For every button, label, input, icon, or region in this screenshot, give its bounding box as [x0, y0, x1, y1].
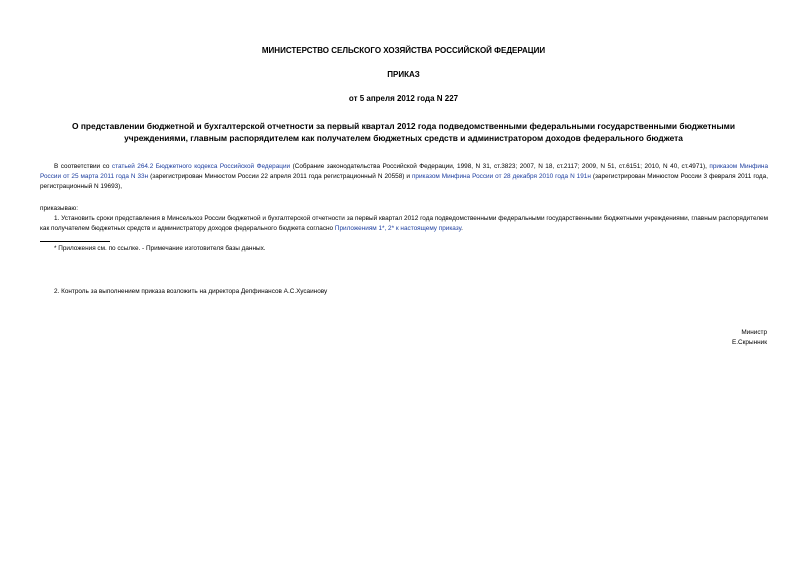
footnote-divider — [40, 241, 110, 242]
minfin-order-33n-link[interactable]: приказом Минфина России от 25 марта 2011 года N 33н — [40, 163, 769, 180]
clause-2-paragraph: 2. Контроль за выполнением приказа возложить на директора Депфинансов А.С.Хусаинову — [54, 288, 328, 295]
document-date: от 5 апреля 2012 года N 227 — [348, 94, 459, 103]
ministry-name: МИНИСТЕРСТВО СЕЛЬСКОГО ХОЗЯЙСТВА РОССИЙСКОЙ ФЕДЕРАЦИИ — [261, 46, 546, 55]
signature-name: Е.Скрынник — [731, 339, 767, 346]
order-word: приказываю: — [40, 205, 78, 212]
preamble-text-1: В соответствии со — [54, 163, 112, 170]
appendices-link[interactable]: Приложениям 1*, 2* к настоящему приказу — [334, 225, 462, 232]
clause-1-paragraph — [40, 214, 768, 234]
footnote: * Приложения см. по ссылке. - Примечание изготовителя базы данных. — [54, 245, 266, 252]
signature-position: Министр — [741, 329, 767, 336]
preamble-paragraph — [40, 162, 768, 192]
preamble-text-3: (зарегистрирован Минюстом России 22 апреля 2011 года регистрационный N 20558) и — [148, 173, 412, 180]
preamble-text-2: (Собрание законодательства Российской Федерации, 1998, N 31, ст.3823; 2007, N 18, ст.2117; 2009, N 51, ст.6151; 2010, N 40, ст.4971), — [290, 163, 710, 170]
minfin-order-191n-link[interactable]: приказом Минфина России от 28 декабря 2010 года N 191н — [411, 173, 591, 180]
clause-1-text: 1. Установить сроки представления в Минсельхоз России бюджетной и бухгалтерской отчетности за первый квартал 2012 года подведомственными федеральными государственными бюджетными учреждениями, главным распорядителем как получателем бюджетных средств и администратору доходов федерального бюджета согласно — [40, 215, 768, 232]
preamble-text-4: (зарегистрирован Минюстом России 3 февраля 2011 года, регистрационный N 19693), — [40, 173, 768, 190]
document-type: ПРИКАЗ — [387, 70, 420, 79]
document-title: О представлении бюджетной и бухгалтерской отчетности за первый квартал 2012 года подведомственными федеральными государственными бюджетными учреждениями, главным распорядителем как получателем бюджетных средств и администратором доходов федерального бюджета — [72, 121, 735, 143]
budget-code-link[interactable]: статьей 264.2 Бюджетного кодекса Российской Федерации — [111, 163, 291, 170]
clause-1-end: . — [461, 225, 463, 232]
